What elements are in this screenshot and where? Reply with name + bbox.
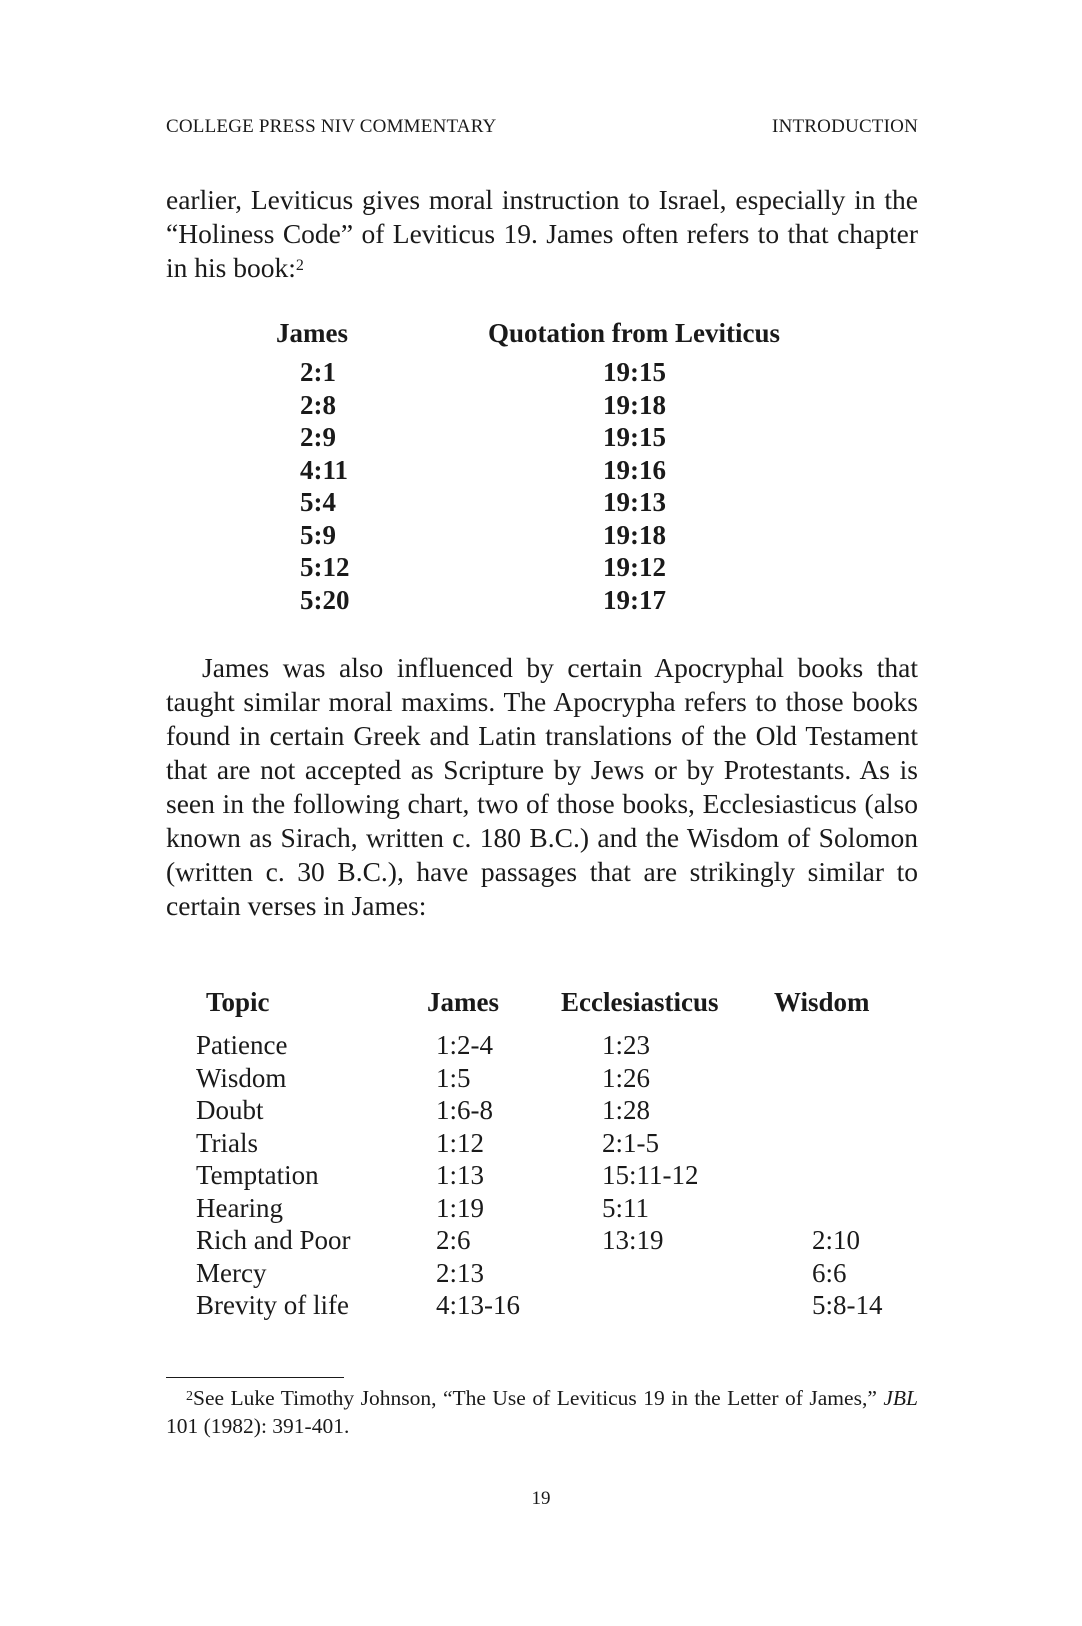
table-row bbox=[0, 1062, 1082, 1095]
running-head-title: COLLEGE PRESS NIV COMMENTARY bbox=[166, 116, 497, 137]
table2-cell-topic: Mercy bbox=[196, 1257, 267, 1288]
table2-cell-topic: Trials bbox=[196, 1127, 259, 1158]
table1-header-james: James bbox=[276, 318, 348, 348]
table2-cell-james: 1:13 bbox=[436, 1160, 485, 1190]
table2-header-topic: Topic bbox=[206, 987, 270, 1017]
table2-cell-wisdom: 6:6 bbox=[812, 1257, 847, 1288]
paragraph-leviticus-text: earlier, Leviticus gives moral instruction to Israel, especially in the “Holiness Code” of Leviticus 19. James often refers to that chapter in his book: bbox=[166, 184, 918, 283]
table2-cell-topic: Brevity of life bbox=[196, 1290, 349, 1320]
table2-cell-james: 1:2-4 bbox=[436, 1030, 493, 1060]
table2-cell-ecclesiasticus: 5:11 bbox=[602, 1192, 649, 1223]
table1-cell-leviticus: 19:15 bbox=[603, 422, 666, 452]
table-row bbox=[0, 1159, 1082, 1192]
table2-body bbox=[0, 1029, 1082, 1322]
footnote-divider bbox=[166, 1377, 344, 1378]
table2-cell-topic: Doubt bbox=[196, 1095, 264, 1125]
table-row bbox=[0, 1289, 1082, 1322]
table2-cell-topic: Patience bbox=[196, 1030, 288, 1060]
table1-cell-james: 5:4 bbox=[300, 487, 336, 517]
table-row bbox=[0, 1257, 1082, 1290]
running-head-section: INTRODUCTION bbox=[772, 116, 918, 137]
table1-cell-leviticus: 19:18 bbox=[603, 389, 666, 420]
paragraph-apocrypha: James was also influenced by certain Apocryphal books that taught similar moral maxims. The Apocrypha refers to those books found in certain Greek and Latin translations of the Old Testament that are not accepted as Scripture by Jews or by Protestants. As is seen in the following chart, two of those books, Ecclesiasticus (also known as Sirach, written c. 180 B.C.) and the Wisdom of Solomon (written c. 30 B.C.), have passages that are strikingly similar to certain verses in James: bbox=[166, 652, 918, 921]
table2-cell-ecclesiasticus: 13:19 bbox=[602, 1225, 664, 1255]
table2-cell-topic: Wisdom bbox=[196, 1062, 287, 1093]
table2-cell-james: 2:6 bbox=[436, 1225, 471, 1255]
table2-cell-james: 1:12 bbox=[436, 1127, 485, 1158]
table2-cell-wisdom: 5:8-14 bbox=[812, 1290, 883, 1320]
table1-cell-leviticus: 19:15 bbox=[603, 357, 666, 387]
table2-cell-ecclesiasticus: 1:23 bbox=[602, 1030, 651, 1060]
table2-cell-james: 4:13-16 bbox=[436, 1290, 520, 1320]
footnote-reference: 2 bbox=[295, 257, 304, 274]
page-number: 19 bbox=[531, 1488, 551, 1509]
footnote-journal: JBL bbox=[883, 1386, 918, 1410]
table-row bbox=[0, 1224, 1082, 1257]
table1-cell-james: 5:20 bbox=[300, 584, 350, 615]
table2-cell-ecclesiasticus: 15:11-12 bbox=[602, 1160, 699, 1190]
footnote-text-after: 101 (1982): 391-401. bbox=[166, 1414, 350, 1438]
paragraph-leviticus bbox=[166, 183, 918, 285]
table2-cell-topic: Rich and Poor bbox=[196, 1225, 351, 1255]
table2-cell-topic: Hearing bbox=[196, 1192, 283, 1223]
table1-column-james bbox=[300, 356, 380, 616]
table2-cell-james: 1:6-8 bbox=[436, 1095, 493, 1125]
table2-cell-wisdom: 2:10 bbox=[812, 1225, 861, 1255]
table1-cell-james: 5:12 bbox=[300, 552, 350, 582]
table2-header-james: James bbox=[427, 987, 499, 1017]
table1-cell-james: 4:11 bbox=[300, 454, 349, 485]
table2-header-ecclesiasticus: Ecclesiasticus bbox=[561, 987, 719, 1017]
footnote-marker: 2 bbox=[186, 1389, 193, 1404]
table1-cell-leviticus: 19:12 bbox=[603, 552, 666, 582]
table1-column-leviticus bbox=[603, 356, 683, 616]
table1-cell-leviticus: 19:17 bbox=[603, 584, 666, 615]
table2-cell-ecclesiasticus: 1:28 bbox=[602, 1095, 651, 1125]
table-row bbox=[0, 1127, 1082, 1160]
table2-cell-topic: Temptation bbox=[196, 1160, 319, 1190]
table2-cell-james: 1:19 bbox=[436, 1192, 485, 1223]
table2-cell-james: 2:13 bbox=[436, 1257, 485, 1288]
table-row bbox=[0, 1192, 1082, 1225]
table1-cell-leviticus: 19:18 bbox=[603, 519, 666, 550]
table1-cell-leviticus: 19:13 bbox=[603, 487, 666, 517]
table2-cell-ecclesiasticus: 2:1-5 bbox=[602, 1127, 659, 1158]
table1-cell-james: 2:9 bbox=[300, 422, 336, 452]
footnote-text-before: See Luke Timothy Johnson, “The Use of Leviticus 19 in the Letter of James,” bbox=[193, 1386, 884, 1410]
table2-cell-ecclesiasticus: 1:26 bbox=[602, 1062, 651, 1093]
table1-header-leviticus: Quotation from Leviticus bbox=[488, 318, 780, 348]
table1-cell-james: 2:8 bbox=[300, 389, 336, 420]
table2-cell-james: 1:5 bbox=[436, 1062, 471, 1093]
table1-cell-james: 2:1 bbox=[300, 357, 336, 387]
table1-cell-james: 5:9 bbox=[300, 519, 336, 550]
table2-header-wisdom: Wisdom bbox=[774, 987, 870, 1017]
footnote bbox=[166, 1384, 918, 1440]
table1-cell-leviticus: 19:16 bbox=[603, 454, 666, 485]
table-row bbox=[0, 1029, 1082, 1062]
table-row bbox=[0, 1094, 1082, 1127]
